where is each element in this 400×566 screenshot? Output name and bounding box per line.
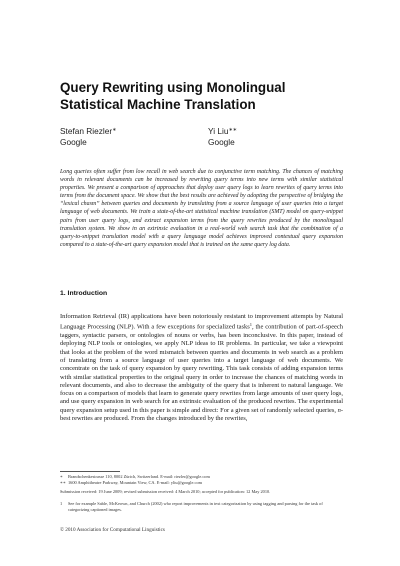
- affiliation-footnotes: [60, 474, 343, 486]
- affiliation-footnote-2: ∗∗ 1600 Amphitheatre Parkway, Mountain View, CA. E-mail: yliu@google.com: [60, 479, 202, 485]
- paper-title: [60, 80, 360, 113]
- author-2: [208, 125, 237, 147]
- affiliation-footnote-1: ∗ Brandschenkestrasse 110, 8002 Zürich, Switzerland. E-mail: riezler@google.com: [60, 474, 210, 479]
- author-2-name: Yi Liu∗∗: [208, 126, 237, 136]
- author-1-name: Stefan Riezler∗: [60, 126, 117, 136]
- section-heading-introduction: 1. Introduction: [60, 290, 108, 297]
- author-1: [60, 125, 116, 147]
- introduction-paragraph: Information Retrieval (IR) applications have been notoriously resistant to improvement attempts by Natural Language Processing (NLP). With a few exceptions for specialized tasks$^1$, the contribution of part-of-speech taggers, syntactic parsers, or ontologies of nouns or verbs, has been inconclusive. In this paper, instead of deploying NLP tools or ontologies, we apply NLP ideas to IR problems. In particular, we take a viewpoint that looks at the problem of the word mismatch between queries and documents in web search as a problem of translating from a source language of user queries into a target language of web documents. We concentrate on the task of query expansion by query rewriting. This task consists of adding expansion terms with similar statistical properties to the original query in order to increase the chances of matching words in relevant documents, and also to decrease the ambiguity of the query that is inherent to natural language. We focus on a comparison of models that learn to generate query rewrites from large amounts of user query logs, and use query expansion in web search for an extrinsic evaluation of the produced rewrites. The experimental query expansion setup used in this paper is simple and direct: For a given set of randomly selected queries, n-best rewrites are produced. From the changes introduced by the rewrites,: [60, 313, 343, 423]
- submission-dates: Submission received: 19 June 2009; revised submission received: 4 March 2010; accepted for publication: 12 May 2010.: [60, 489, 271, 494]
- author-1-affiliation: Google: [60, 136, 87, 147]
- footnote-rule: [60, 471, 120, 472]
- abstract: Long queries often suffer from low recall in web search due to conjunctive term matching. The chances of matching words in relevant documents can be increased by rewriting query terms into new terms with similar statistical properties. We present a comparison of approaches that deploy user query logs to learn rewrites of query terms into terms from the document space. We show that the best results are achieved by adopting the perspective of bridging the “lexical chasm” between queries and documents by translating from a source language of user queries into a target language of web documents. We train a state-of-the-art statistical machine translation (SMT) model on query-snippet pairs from user query logs, and extract expansion terms from the query rewrites produced by the monolingual translation system. We show in an extrinsic evaluation in a real-world web search task that the combination of a query-to-snippet translation model with a query language model achieves improved contextual query expansion compared to a state-of-the-art query expansion model that is trained on the same query log data.: [60, 169, 343, 248]
- title-line-1: Query Rewriting using Monolingual: [60, 80, 286, 95]
- copyright-notice: © 2010 Association for Computational Linguistics: [60, 527, 165, 533]
- footnote-1: 1 See for example Sable, McKeown, and Church (2002) who report improvements in text categorization by using tagging and parsing for the task of categorizing captioned images.: [60, 501, 323, 512]
- footnote-marker: 1: [249, 322, 252, 328]
- author-2-affiliation: Google: [208, 136, 235, 147]
- title-line-2: Statistical Machine Translation: [60, 96, 256, 112]
